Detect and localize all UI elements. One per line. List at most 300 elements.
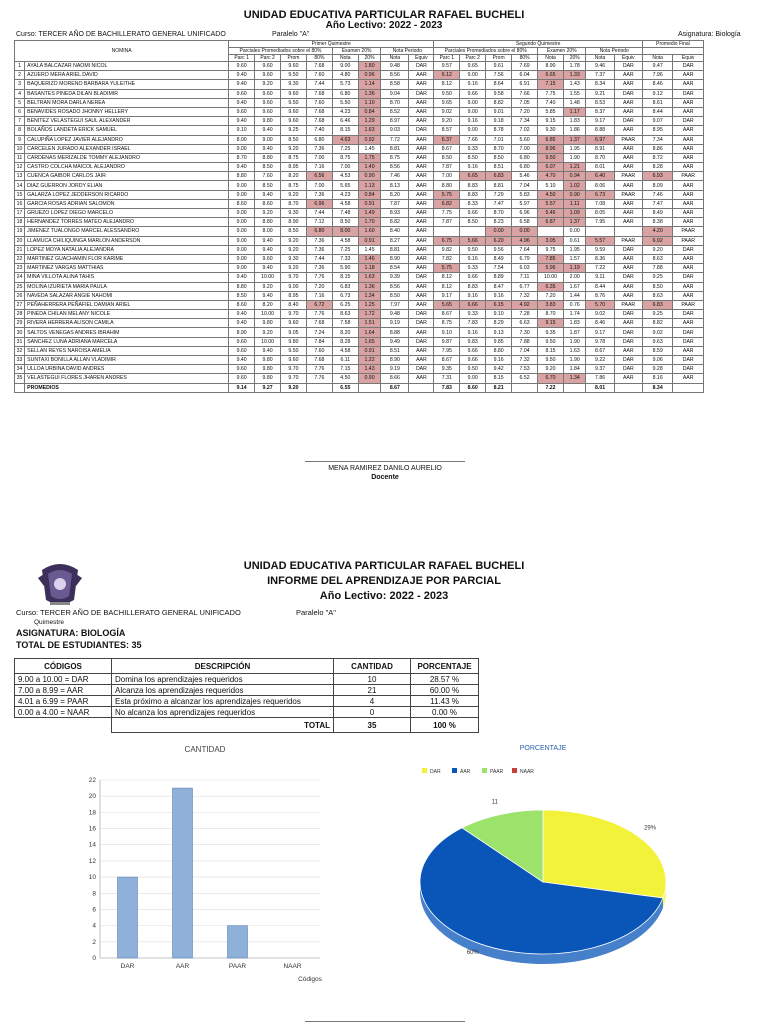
y-tick-label: 20 [88, 793, 96, 801]
grade-cell: 6.77 [512, 282, 538, 291]
grade-cell: 7.83 [460, 319, 486, 328]
average-cell: 8.60 [460, 383, 486, 392]
quantity-header: CANTIDAD [334, 659, 411, 674]
grade-cell: 7.66 [512, 89, 538, 98]
average-cell: 8.21 [486, 383, 512, 392]
pie-chart-title: PORCENTAJE [519, 745, 567, 752]
grade-cell: 7.36 [306, 144, 332, 153]
student-name: MARTINEZ VARGAS MATTHIAS [25, 264, 229, 273]
grade-cell: 7.04 [512, 346, 538, 355]
student-name: LOPEZ MOYA NATALIA ALEJANDRA [25, 245, 229, 254]
grade-cell: 8.61 [642, 98, 672, 107]
grade-cell: 4.96 [512, 236, 538, 245]
average-cell: 8.67 [381, 383, 409, 392]
grade-cell: 9.00 [229, 190, 255, 199]
grade-cell: 9.25 [281, 126, 307, 135]
student-number: 1 [15, 62, 25, 71]
grade-cell: 8.59 [642, 346, 672, 355]
grade-cell: AAR [673, 181, 704, 190]
grade-cell: 9.60 [255, 62, 281, 71]
column-header: Parc 2 [255, 55, 281, 62]
grade-cell: 9.39 [381, 273, 409, 282]
grade-cell: 9.75 [538, 245, 564, 254]
quantity-cell: 21 [334, 685, 411, 696]
grade-cell: 6.83 [642, 300, 672, 309]
grade-cell: 8.95 [642, 126, 672, 135]
table-row [15, 356, 704, 365]
grade-cell: 5.85 [538, 107, 564, 116]
grade-cell: 8.38 [642, 218, 672, 227]
grade-cell: 9.20 [255, 328, 281, 337]
table-row [15, 300, 704, 309]
grade-cell: 9.00 [229, 254, 255, 263]
teacher-role: Docente [371, 474, 399, 481]
grade-cell: 9.40 [255, 126, 281, 135]
grade-cell: 9.00 [229, 218, 255, 227]
student-name: BAQUERIZO MORENO BARBARA YULEITHE [25, 80, 229, 89]
table-row [15, 89, 704, 98]
grade-cell: 8.50 [460, 153, 486, 162]
student-number: 2 [15, 71, 25, 80]
grade-cell: 0.00 [512, 227, 538, 236]
grade-cell: 6.12 [434, 71, 460, 80]
grade-cell: 7.68 [306, 62, 332, 71]
grade-cell: 7.96 [642, 71, 672, 80]
grade-cell: 3.05 [538, 236, 564, 245]
grade-cell: 8.50 [332, 218, 358, 227]
grade-cell: 1.90 [563, 153, 586, 162]
grade-cell: 9.00 [229, 209, 255, 218]
grade-cell: 9.80 [255, 117, 281, 126]
grade-cell: AAR [409, 153, 434, 162]
grade-cell: 7.20 [512, 107, 538, 116]
school-title: UNIDAD EDUCATIVA PARTICULAR RAFAEL BUCHELI [243, 9, 525, 21]
grade-cell: 1.83 [563, 319, 586, 328]
grade-cell: 1.10 [358, 98, 381, 107]
grade-cell: 8.70 [229, 153, 255, 162]
grade-cell: 9.02 [642, 328, 672, 337]
table-row [15, 163, 704, 172]
grade-cell: AAR [614, 153, 642, 162]
pie-data-label: 29% [644, 825, 657, 832]
grade-cell: 0.00 [486, 227, 512, 236]
grade-cell: DAR [614, 117, 642, 126]
grade-cell: 9.28 [642, 365, 672, 374]
grade-cell: DAR [409, 319, 434, 328]
grade-cell: 7.15 [332, 365, 358, 374]
grade-cell: DAR [409, 310, 434, 319]
grade-cell: 8.50 [229, 291, 255, 300]
grade-cell: 8.86 [642, 144, 672, 153]
grade-cell: DAR [673, 89, 704, 98]
grade-cell: AAR [409, 291, 434, 300]
grade-cell: 7.76 [306, 365, 332, 374]
grade-cell: 9.40 [229, 310, 255, 319]
grade-cell: 5.46 [538, 209, 564, 218]
grade-cell: 9.50 [538, 356, 564, 365]
grade-cell: 5.60 [512, 135, 538, 144]
grade-cell: 1.36 [358, 89, 381, 98]
grade-cell: 6.91 [512, 80, 538, 89]
grade-cell: 6.96 [512, 209, 538, 218]
grade-cell: 6.92 [642, 236, 672, 245]
grade-cell: 7.60 [306, 346, 332, 355]
y-tick-label: 4 [92, 922, 96, 930]
grade-cell: 4.53 [332, 172, 358, 181]
student-name: GARCIA ROSAS ADRIAN SALOMON [25, 199, 229, 208]
average-cell: 8.34 [642, 383, 672, 392]
grade-cell: 10.00 [538, 273, 564, 282]
grade-cell: AAR [673, 346, 704, 355]
grade-cell: 8.49 [642, 209, 672, 218]
grade-cell: 8.01 [586, 163, 614, 172]
grade-cell: 9.66 [460, 356, 486, 365]
grade-cell: 9.82 [434, 245, 460, 254]
table-row [15, 126, 704, 135]
grade-cell: 6.25 [332, 300, 358, 309]
grade-cell: 9.40 [255, 236, 281, 245]
grade-cell: 9.20 [642, 245, 672, 254]
student-name: CASTRO COLCHA MAICOL ALEJANDRO [25, 163, 229, 172]
grade-cell: 9.15 [538, 319, 564, 328]
table-row [15, 199, 704, 208]
grade-cell: 8.15 [332, 273, 358, 282]
grade-cell: 8.20 [381, 190, 409, 199]
average-cell: 9.14 [229, 383, 255, 392]
column-header: Nota [642, 55, 672, 62]
grade-cell: AAR [673, 254, 704, 263]
student-name: CALUPIÑA LOPEZ JAVIER ALEJANDRO [25, 135, 229, 144]
grade-cell: 7.68 [306, 356, 332, 365]
grade-cell: 1.21 [563, 163, 586, 172]
examen-header: Examen 20% [538, 48, 586, 55]
grade-cell: PAAR [614, 135, 642, 144]
column-header: 20% [563, 55, 586, 62]
grade-cell: 0.92 [358, 135, 381, 144]
grade-cell: 4.20 [642, 227, 672, 236]
grade-cell: 9.66 [460, 89, 486, 98]
grade-cell: 8.82 [486, 98, 512, 107]
grade-cell: 9.40 [255, 346, 281, 355]
grade-cell: 9.80 [255, 356, 281, 365]
grade-cell: 9.50 [281, 346, 307, 355]
grade-cell: 0.96 [358, 71, 381, 80]
grade-cell: 0.91 [358, 236, 381, 245]
student-number: 24 [15, 273, 25, 282]
grade-cell: PAAR [673, 227, 704, 236]
grade-cell: 7.32 [512, 356, 538, 365]
grade-cell: 9.20 [281, 245, 307, 254]
grade-cell: AAR [409, 163, 434, 172]
grade-cell: AAR [409, 117, 434, 126]
grade-cell: 8.63 [642, 254, 672, 263]
grade-cell: 8.70 [586, 153, 614, 162]
grade-cell: 1.63 [358, 273, 381, 282]
grade-cell: 1.63 [563, 346, 586, 355]
grade-cell: 8.80 [229, 282, 255, 291]
grade-cell: 8.90 [381, 356, 409, 365]
description-cell: No alcanza los aprendizajes requeridos [112, 707, 334, 718]
grade-cell: 7.01 [486, 135, 512, 144]
report-paralelo: Paralelo "A" [296, 608, 336, 617]
grade-cell: 7.75 [434, 209, 460, 218]
grade-cell: 1.60 [358, 227, 381, 236]
grade-cell: 9.00 [281, 282, 307, 291]
grade-cell: AAR [614, 80, 642, 89]
grade-cell: AAR [409, 107, 434, 116]
grade-cell [538, 227, 564, 236]
grade-cell: 7.29 [486, 190, 512, 199]
student-name: AZUERO MERA ARIEL DAVID [25, 71, 229, 80]
grade-cell: 5.46 [512, 172, 538, 181]
grade-cell: 5.66 [460, 236, 486, 245]
grade-cell: 6.96 [306, 199, 332, 208]
grade-cell: 7.68 [306, 117, 332, 126]
grade-cell: 9.80 [255, 374, 281, 383]
grade-cell: 8.83 [460, 190, 486, 199]
grade-cell: 9.60 [229, 337, 255, 346]
grade-cell: 8.57 [434, 126, 460, 135]
grade-cell: 1.44 [563, 291, 586, 300]
grade-cell: 9.57 [434, 62, 460, 71]
grade-cell: DAR [409, 365, 434, 374]
grade-cell: 6.93 [642, 172, 672, 181]
table-row [15, 264, 704, 273]
grade-cell: AAR [673, 144, 704, 153]
student-name: GALARZA LOPEZ JEDDERSON RICARDO [25, 190, 229, 199]
grade-cell: 9.03 [381, 126, 409, 135]
grade-cell: 9.20 [281, 144, 307, 153]
grade-cell: AAR [409, 374, 434, 383]
student-number: 3 [15, 80, 25, 89]
student-number: 4 [15, 89, 25, 98]
grade-cell: 9.16 [460, 80, 486, 89]
table-row [15, 181, 704, 190]
grade-cell: 8.34 [586, 80, 614, 89]
grade-cell: 7.30 [512, 328, 538, 337]
student-name: ULLOA URBINA DAVID ANDRES [25, 365, 229, 374]
grade-cell: AAR [673, 126, 704, 135]
grade-cell: 6.73 [586, 190, 614, 199]
grade-cell: 9.16 [486, 356, 512, 365]
grade-cell: 9.00 [460, 107, 486, 116]
column-header: Equiv [673, 55, 704, 62]
grade-cell: 8.28 [332, 337, 358, 346]
grade-cell: 8.82 [642, 319, 672, 328]
grade-cell: 9.30 [281, 209, 307, 218]
grade-cell: 7.87 [381, 199, 409, 208]
grade-cell: 9.60 [281, 117, 307, 126]
grade-cell: 6.15 [486, 300, 512, 309]
grade-cell: 9.40 [255, 144, 281, 153]
grade-cell: 2.00 [563, 273, 586, 282]
grade-cell: 1.86 [563, 126, 586, 135]
y-tick-label: 18 [88, 809, 96, 817]
grade-cell: 6.72 [306, 300, 332, 309]
grade-cell: 1.33 [563, 71, 586, 80]
grade-cell: 8.50 [486, 153, 512, 162]
grade-cell: 7.36 [306, 190, 332, 199]
signature-line [305, 461, 465, 462]
grade-cell: 8.67 [434, 310, 460, 319]
grade-cell: 8.00 [255, 227, 281, 236]
student-number: 16 [15, 199, 25, 208]
percent-cell: 60.00 % [411, 685, 479, 696]
grade-cell: 6.46 [332, 117, 358, 126]
grade-cell: 8.05 [586, 209, 614, 218]
grade-cell: 7.97 [381, 300, 409, 309]
legend-swatch [512, 768, 517, 773]
grade-cell: 1.48 [563, 98, 586, 107]
final-empty-header [642, 48, 703, 55]
column-header: Parc 2 [460, 55, 486, 62]
grade-cell: 9.02 [434, 107, 460, 116]
y-tick-label: 14 [88, 841, 96, 849]
student-name: BOLAÑOS LANDETA ERICK SAMUEL [25, 126, 229, 135]
grade-cell: 6.80 [332, 89, 358, 98]
grade-cell: AAR [614, 98, 642, 107]
grade-cell: 5.50 [332, 98, 358, 107]
x-tick-label: DAR [120, 963, 135, 970]
student-number: 23 [15, 264, 25, 273]
grade-cell: 8.52 [381, 107, 409, 116]
grade-cell: 8.15 [332, 126, 358, 135]
subject-label: Asignatura: Biología [678, 31, 741, 38]
grade-cell: 7.64 [512, 245, 538, 254]
report-school-title: UNIDAD EDUCATIVA PARTICULAR RAFAEL BUCHELI [243, 560, 525, 572]
table-row [15, 98, 704, 107]
student-number: 18 [15, 218, 25, 227]
grade-cell: 8.60 [229, 300, 255, 309]
description-cell: Alcanza los aprendizajes requeridos [112, 685, 334, 696]
grade-cell [586, 227, 614, 236]
grade-cell: 9.00 [460, 71, 486, 80]
grade-cell: 6.73 [332, 291, 358, 300]
averages-label: PROMEDIOS [25, 383, 229, 392]
grade-cell: 0.84 [358, 190, 381, 199]
grade-cell: 7.32 [512, 291, 538, 300]
table-row [15, 107, 704, 116]
column-header: Equiv [409, 55, 434, 62]
grade-cell: 5.65 [332, 181, 358, 190]
student-name: CARCELEN JURADO ALEXANDER ISRAEL [25, 144, 229, 153]
grade-cell: 0.90 [358, 374, 381, 383]
grade-cell: 1.83 [563, 117, 586, 126]
grade-cell: 1.36 [358, 282, 381, 291]
grade-cell: AAR [409, 346, 434, 355]
grade-cell: 8.60 [255, 199, 281, 208]
grade-cell: 9.58 [486, 89, 512, 98]
grade-cell: 8.96 [538, 144, 564, 153]
grade-cell: 9.19 [381, 319, 409, 328]
grade-cell: 1.70 [358, 218, 381, 227]
student-number: 27 [15, 300, 25, 309]
student-number: 33 [15, 356, 25, 365]
grade-cell: 9.10 [229, 126, 255, 135]
grade-cell: 6.04 [512, 71, 538, 80]
grade-cell: 8.75 [381, 153, 409, 162]
school-year: Año Lectivo: 2022 - 2023 [325, 20, 443, 31]
grade-cell: 1.17 [563, 107, 586, 116]
grade-cell: 9.33 [460, 144, 486, 153]
grade-cell: 8.56 [381, 71, 409, 80]
grade-cell: 7.37 [586, 71, 614, 80]
grade-cell: 7.47 [642, 199, 672, 208]
grade-cell: 8.82 [381, 218, 409, 227]
grade-cell: 9.17 [586, 117, 614, 126]
grade-cell: AAR [409, 300, 434, 309]
grade-cell: 7.60 [306, 98, 332, 107]
grade-cell: 9.11 [586, 273, 614, 282]
grade-cell: 9.50 [460, 365, 486, 374]
grade-cell: 9.49 [381, 337, 409, 346]
grade-cell: 9.65 [434, 98, 460, 107]
grade-cell: 9.02 [586, 310, 614, 319]
grade-cell: AAR [614, 126, 642, 135]
average-cell: 9.20 [281, 383, 307, 392]
table-row [15, 62, 704, 71]
grade-cell: 4.23 [332, 107, 358, 116]
grade-cell: 6.20 [486, 236, 512, 245]
grade-cell: 8.81 [381, 144, 409, 153]
table-row [15, 153, 704, 162]
grade-cell: AAR [409, 71, 434, 80]
grade-cell: DAR [409, 62, 434, 71]
grade-cell: AAR [614, 209, 642, 218]
grade-cell: 8.20 [332, 328, 358, 337]
grade-cell: 1.02 [563, 181, 586, 190]
grade-cell: 9.18 [486, 117, 512, 126]
student-number: 17 [15, 209, 25, 218]
grade-cell: 1.67 [563, 282, 586, 291]
grade-cell: 6.83 [332, 282, 358, 291]
grade-cell: 9.20 [281, 264, 307, 273]
grade-cell: 6.82 [434, 199, 460, 208]
student-number: 9 [15, 135, 25, 144]
grade-cell: 8.80 [434, 181, 460, 190]
grade-cell: 7.84 [306, 337, 332, 346]
grade-cell: 7.88 [642, 264, 672, 273]
student-number: 8 [15, 126, 25, 135]
grade-cell: 5.75 [434, 264, 460, 273]
grade-cell: 9.60 [229, 89, 255, 98]
total-label: TOTAL [112, 718, 334, 733]
grade-cell: DAR [614, 365, 642, 374]
grade-cell: 7.60 [255, 172, 281, 181]
column-header: Parc 1 [434, 55, 460, 62]
grade-cell: 6.97 [586, 135, 614, 144]
grade-cell: 9.60 [229, 62, 255, 71]
grade-cell: 1.65 [358, 337, 381, 346]
grade-cell: AAR [673, 163, 704, 172]
grade-cell: 7.00 [434, 172, 460, 181]
grade-cell: 8.50 [281, 227, 307, 236]
grade-cell: 7.34 [642, 135, 672, 144]
grade-cell: 8.90 [381, 254, 409, 263]
grade-cell: 8.81 [486, 181, 512, 190]
grade-cell: 9.25 [642, 310, 672, 319]
grade-cell: 0.91 [358, 346, 381, 355]
x-tick-label: PAAR [228, 963, 247, 970]
student-name: NAVEDA SALAZAR ANGIE NAHOMI [25, 291, 229, 300]
grade-cell: AAR [614, 71, 642, 80]
grade-cell: PAAR [673, 172, 704, 181]
grade-cell: 1.72 [358, 310, 381, 319]
grade-cell: 9.65 [460, 62, 486, 71]
grade-cell: AAR [409, 144, 434, 153]
quantity-cell: 10 [334, 674, 411, 685]
column-header: 80% [306, 55, 332, 62]
